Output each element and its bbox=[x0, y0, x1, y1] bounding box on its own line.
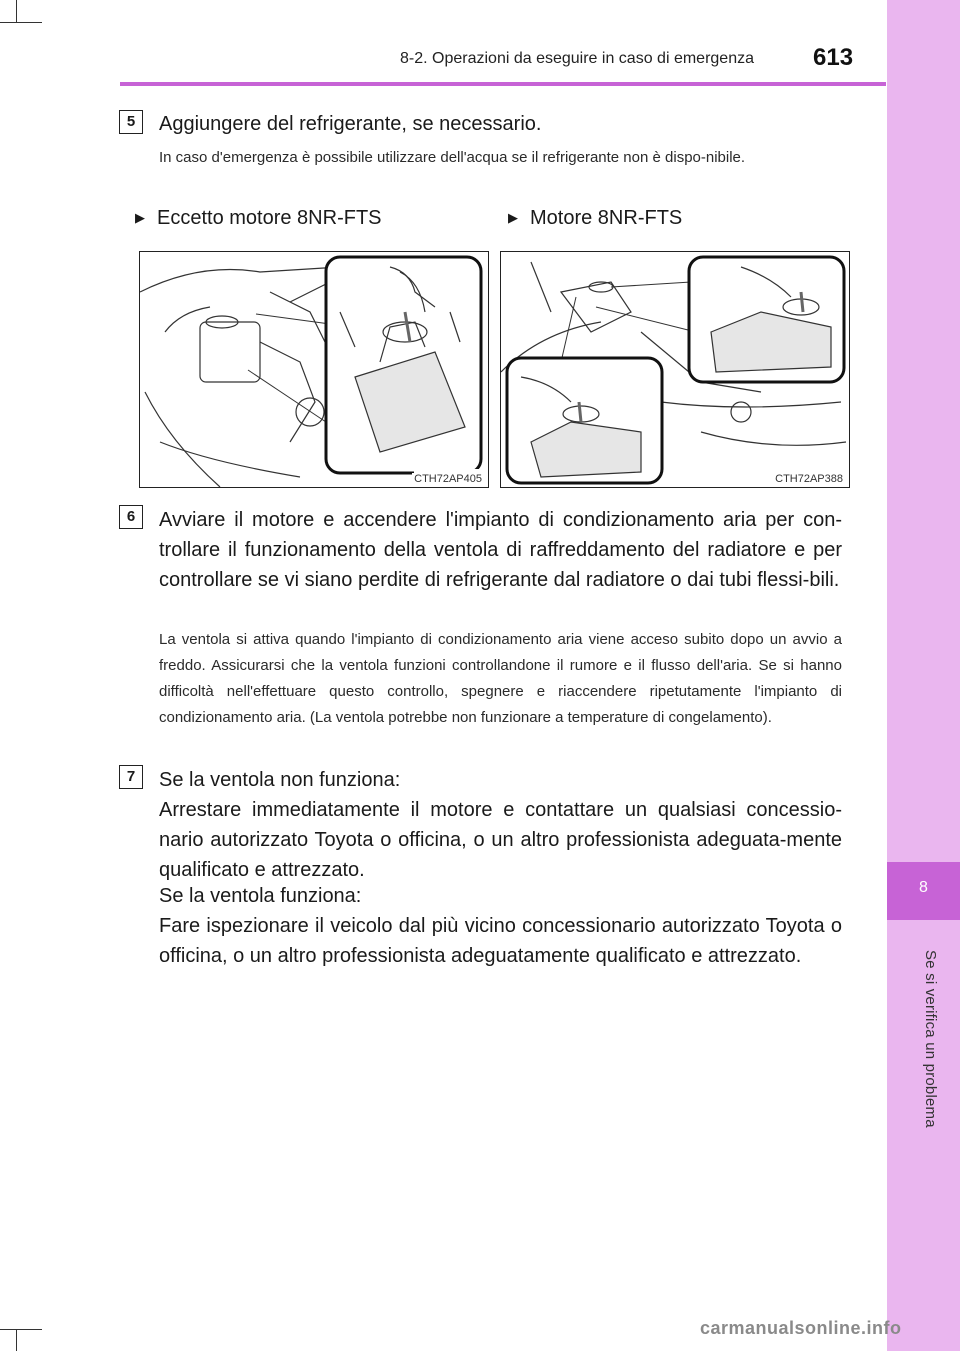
chapter-title: Se si verifica un problema bbox=[922, 950, 939, 1128]
triangle-bullet-icon: ▶ bbox=[135, 210, 145, 225]
figure-code-right: CTH72AP388 bbox=[775, 473, 843, 485]
engine-left-drawing bbox=[140, 252, 488, 487]
engine-illustration-right bbox=[500, 251, 850, 488]
variant-right-text: Motore 8NR-FTS bbox=[530, 207, 683, 229]
step6-text: Avviare il motore e accendere l'impianto di condizionamento aria per con-trollare il funzionamento della ventola di raffreddamento del radiatore e per controllare se vi siano perdite di refrigerante dal radiatore o dai tubi flessi-bili. bbox=[159, 509, 842, 591]
step6-note: La ventola si attiva quando l'impianto di condizionamento aria viene acceso subito dopo un avvio a freddo. Assicurarsi che la ventola funzioni controllandone il rumore e il flusso dell'aria. Se si hanno difficoltà nell'effettuare questo controllo, spegnere e riaccendere ripetutamente l'impianto di condizionamento aria. (La ventola potrebbe non funzionare a temperature di congelamento). bbox=[159, 631, 842, 726]
engine-right-drawing bbox=[501, 252, 849, 487]
crop-mark bbox=[16, 0, 17, 22]
header-rule bbox=[120, 82, 886, 86]
page-number: 613 bbox=[813, 44, 854, 71]
variant-left-label bbox=[135, 207, 382, 230]
chapter-number: 8 bbox=[919, 879, 928, 896]
watermark: carmanualsonline.info bbox=[700, 1318, 902, 1338]
crop-mark bbox=[0, 1329, 42, 1330]
chapter-side-tab bbox=[887, 0, 960, 1351]
step-number-7: 7 bbox=[119, 765, 143, 789]
step7-case1-label: Se la ventola non funziona: bbox=[159, 769, 401, 791]
step5-note: In caso d'emergenza è possibile utilizzare dell'acqua se il refrigerante non è dispo-nibile. bbox=[159, 149, 746, 166]
crop-mark bbox=[0, 22, 42, 23]
engine-illustration-left bbox=[139, 251, 489, 488]
step7-case1-text: Arrestare immediatamente il motore e contattare un qualsiasi concessio-nario autorizzato Toyota o officina, o un altro professionista adeguata-mente qualificato e attrezzato. bbox=[159, 799, 842, 881]
section-title: 8-2. Operazioni da eseguire in caso di emergenza bbox=[400, 50, 754, 67]
step7-case2-label: Se la ventola funziona: bbox=[159, 885, 362, 907]
variant-left-text: Eccetto motore 8NR-FTS bbox=[157, 207, 382, 229]
triangle-bullet-icon: ▶ bbox=[508, 210, 518, 225]
step7-case2-text: Fare ispezionare il veicolo dal più vicino concessionario autorizzato Toyota o officina, o un altro professionista adeguatamente qualificato e attrezzato. bbox=[159, 915, 842, 967]
step5-title: Aggiungere del refrigerante, se necessario. bbox=[159, 113, 542, 135]
step-number-6: 6 bbox=[119, 505, 143, 529]
crop-mark bbox=[16, 1329, 17, 1351]
figure-code-left: CTH72AP405 bbox=[414, 473, 482, 485]
step-number-5: 5 bbox=[119, 110, 143, 134]
variant-right-label bbox=[508, 207, 682, 230]
